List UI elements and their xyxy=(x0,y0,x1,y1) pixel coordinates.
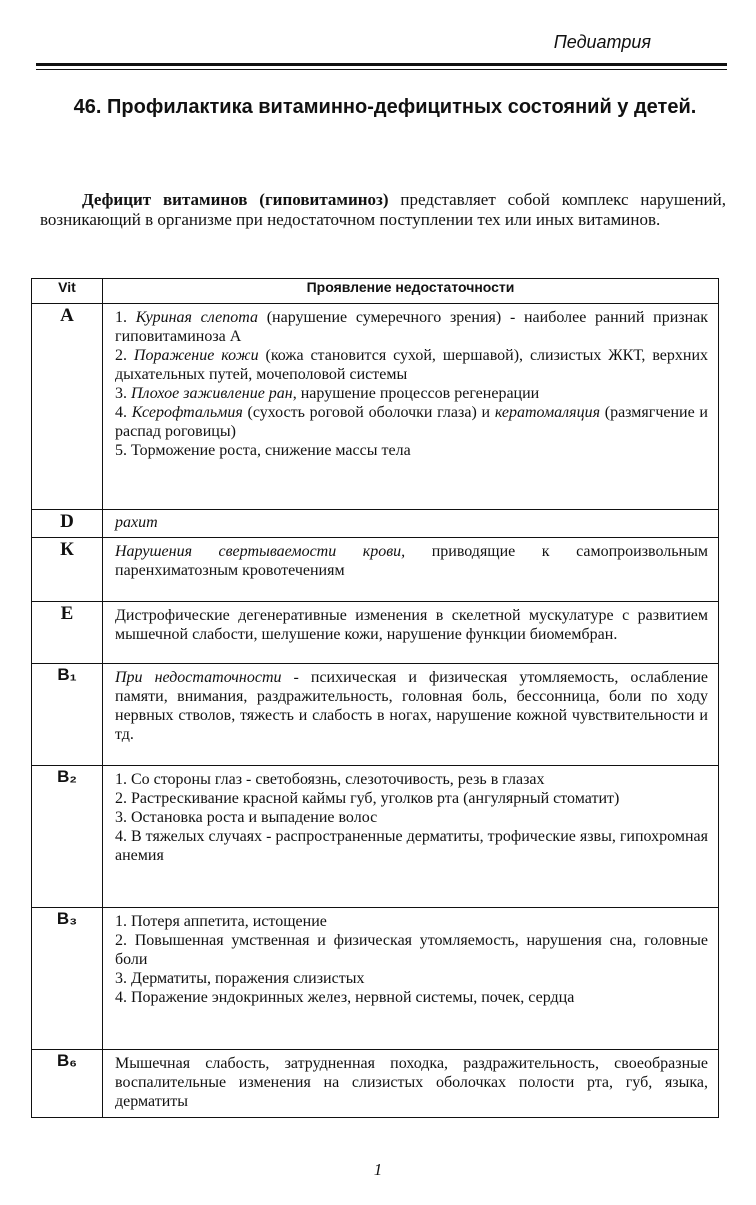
table-row xyxy=(32,538,719,602)
page-number: 1 xyxy=(373,1160,383,1179)
table-row xyxy=(32,510,719,538)
table-row xyxy=(32,908,719,1050)
list-item: 2. Поражение кожи (кожа становится сухой, шершавой), слизистых ЖКТ, верхних дыхательных путей, мочеполовой системы xyxy=(115,347,709,383)
col-header-vit: Vit xyxy=(32,279,103,304)
manifestation-cell xyxy=(103,304,719,510)
manifestation-cell: рахит xyxy=(103,510,719,538)
manifestation-cell xyxy=(103,908,719,1050)
table-header-row xyxy=(32,279,719,304)
list-item: 1. Потеря аппетита, истощение xyxy=(115,913,327,930)
running-header xyxy=(36,30,727,54)
table-row xyxy=(32,304,719,510)
manifestation-cell: Мышечная слабость, затрудненная походка, раздражительность, своеобразные воспалительные изменения на слизистых оболочках полости рта, губ, языка, дерматиты xyxy=(103,1050,719,1118)
vitamin-name: B₃ xyxy=(32,908,103,1050)
vitamin-name: А xyxy=(32,304,103,510)
section-title: Педиатрия xyxy=(553,32,651,52)
vitamin-name: B₂ xyxy=(32,766,103,908)
vitamin-name: К xyxy=(32,538,103,602)
vitamin-table xyxy=(31,278,719,1118)
list-item: 3. Плохое заживление ран, нарушение процессов регенерации xyxy=(115,385,540,402)
table-row xyxy=(32,1050,719,1118)
list-item: 4. Поражение эндокринных желез, нервной системы, почек, сердца xyxy=(115,989,575,1006)
list-item: 2. Растрескивание красной каймы губ, уголков рта (ангулярный стоматит) xyxy=(115,790,620,807)
table-row xyxy=(32,766,719,908)
vitamin-name: B₁ xyxy=(32,664,103,766)
manifestation-cell: При недостаточности - психическая и физическая утомляемость, ослабление памяти, внимания, раздражительность, головная боль, бессонница, боли по ходу нервных стволов, тяжесть и слабость в ногах, нарушение кожной чувствительности и тд. xyxy=(103,664,719,766)
list-item: 5. Торможение роста, снижение массы тела xyxy=(115,442,411,459)
intro-term: Дефицит витаминов (гиповитаминоз) xyxy=(82,190,389,209)
list-item: 2. Повышенная умственная и физическая утомляемость, нарушения сна, головные боли xyxy=(115,932,708,968)
list-item: 1. Куриная слепота (нарушение сумеречного зрения) - наиболее ранний признак гиповитаминоза А xyxy=(115,309,709,345)
vitamin-name: Е xyxy=(32,602,103,664)
manifestation-cell xyxy=(103,766,719,908)
col-header-manifestation: Проявление недостаточности xyxy=(103,279,719,304)
list-item: 3. Дерматиты, поражения слизистых xyxy=(115,970,365,987)
vitamin-name: D xyxy=(32,510,103,538)
table-row xyxy=(32,602,719,664)
page-title: 46. Профилактика витаминно-дефицитных состояний у детей. xyxy=(73,96,697,118)
table-row xyxy=(32,664,719,766)
vitamin-name: B₆ xyxy=(32,1050,103,1118)
manifestation-cell: Нарушения свертываемости крови, приводящие к самопроизвольным паренхиматозным кровотечениям xyxy=(103,538,719,602)
list-item: 1. Со стороны глаз - светобоязнь, слезоточивость, резь в глазах xyxy=(115,771,545,788)
intro-paragraph xyxy=(40,190,726,230)
intro-text: представляет собой комплекс нарушений, возникающий в организме при недостаточном поступлении тех или иных витаминов. xyxy=(40,190,727,229)
header-rule-thick xyxy=(36,63,727,66)
list-item: 4. Ксерофтальмия (сухость роговой оболочки глаза) и кератомаляция (размягчение и распад роговицы) xyxy=(115,404,708,440)
list-item: 3. Остановка роста и выпадение волос xyxy=(115,809,378,826)
manifestation-cell: Дистрофические дегенеративные изменения в скелетной мускулатуре с развитием мышечной слабости, шелушение кожи, нарушение функции биомембран. xyxy=(103,602,719,664)
list-item: 4. В тяжелых случаях - распространенные дерматиты, трофические язвы, гипохромная анемия xyxy=(115,828,708,864)
header-rule-thin xyxy=(36,69,727,70)
